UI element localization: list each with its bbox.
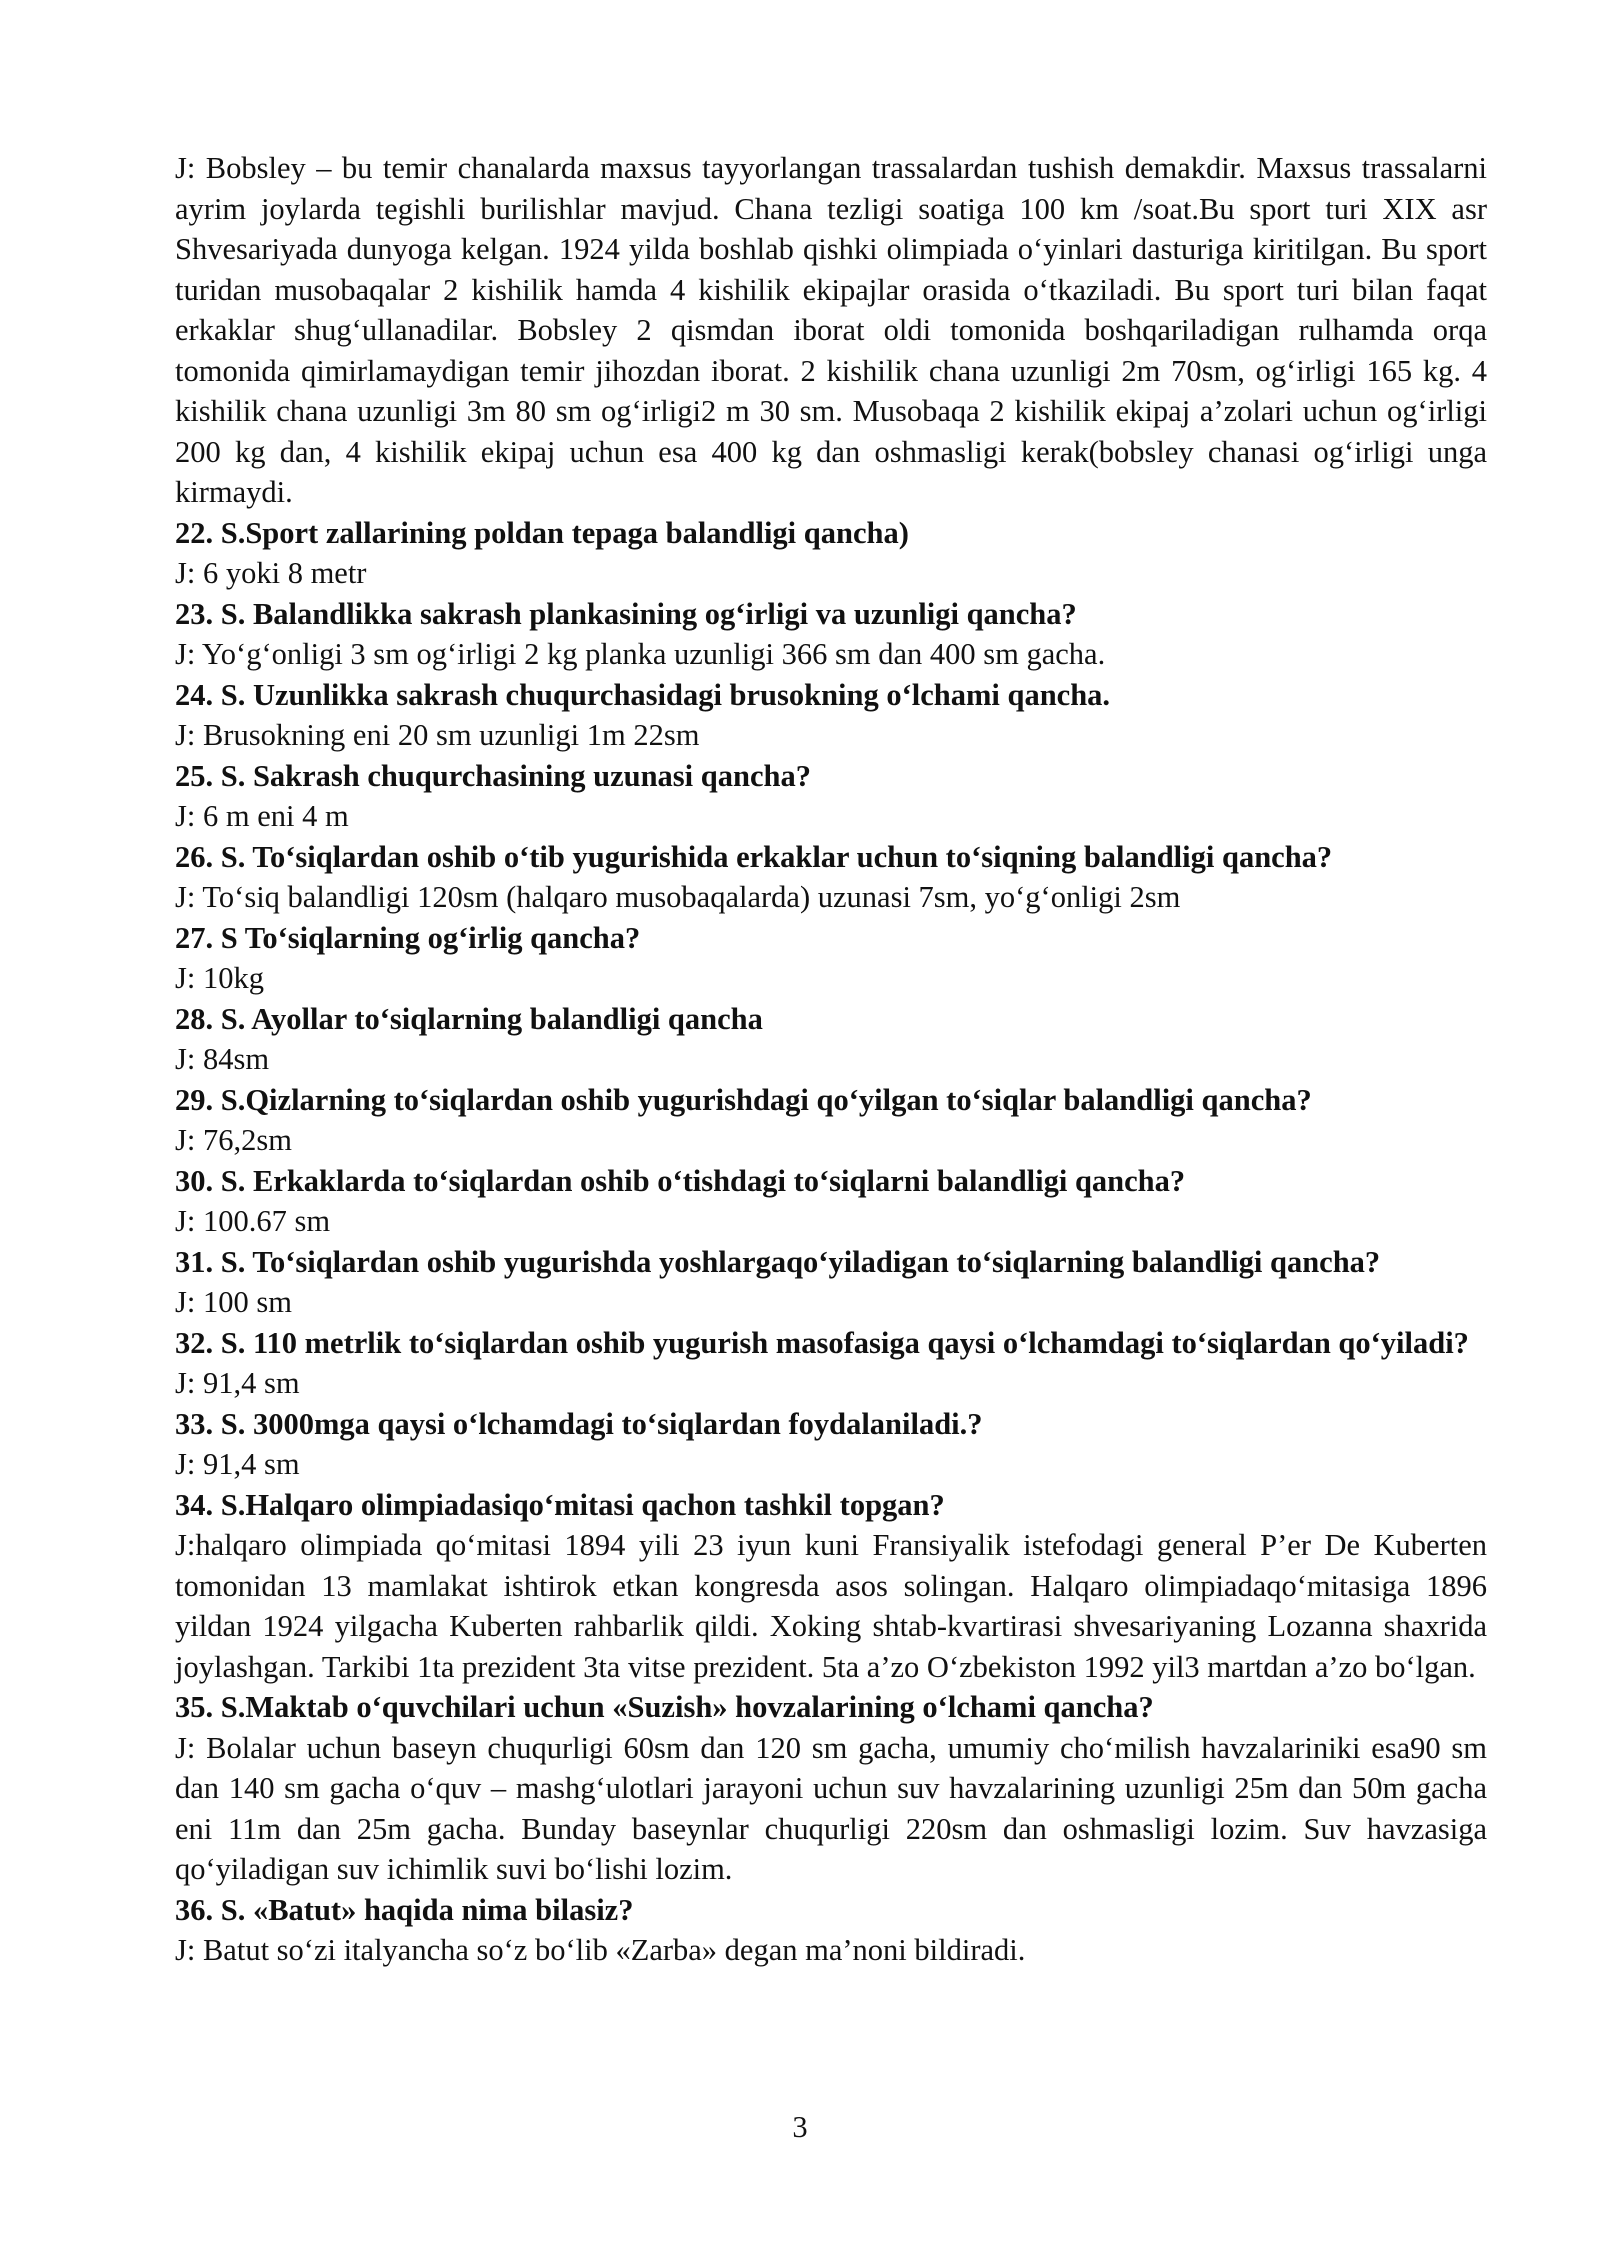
answer-22: J: 6 yoki 8 metr <box>175 556 367 590</box>
answer-30: J: 100.67 sm <box>175 1204 331 1238</box>
question-33: 33. S. 3000mga qaysi o‘lchamdagi to‘siqlardan foydalaniladi.? <box>175 1406 983 1441</box>
answer-27: J: 10kg <box>175 961 264 995</box>
question-36: 36. S. «Batut» haqida nima bilasiz? <box>175 1892 634 1927</box>
answer-25: J: 6 m eni 4 m <box>175 799 349 833</box>
question-31: 31. S. To‘siqlardan oshib yugurishda yoshlargaqo‘yiladigan to‘siqlarning balandligi qancha? <box>175 1244 1381 1279</box>
answer-36: J: Batut so‘zi italyancha so‘z bo‘lib «Zarba» degan ma’noni bildiradi. <box>175 1933 1026 1967</box>
question-29: 29. S.Qizlarning to‘siqlardan oshib yugurishdagi qo‘yilgan to‘siqlar balandligi qancha? <box>175 1082 1312 1117</box>
question-24: 24. S. Uzunlikka sakrash chuqurchasidagi brusokning o‘lchami qancha. <box>175 677 1111 712</box>
answer-32: J: 91,4 sm <box>175 1366 300 1400</box>
question-32: 32. S. 110 metrlik to‘siqlardan oshib yugurish masofasiga qaysi o‘lchamdagi to‘siqlardan qo‘yiladi? <box>175 1325 1469 1360</box>
answer-24: J: Brusokning eni 20 sm uzunligi 1m 22sm <box>175 718 700 752</box>
question-23: 23. S. Balandlikka sakrash plankasining og‘irligi va uzunligi qancha? <box>175 596 1077 631</box>
document-page <box>175 148 1487 1971</box>
question-26: 26. S. To‘siqlardan oshib o‘tib yugurishida erkaklar uchun to‘siqning balandligi qancha? <box>175 839 1333 874</box>
answer-26: J: To‘siq balandligi 120sm (halqaro musobaqalarda) uzunasi 7sm, yo‘g‘onligi 2sm <box>175 880 1181 914</box>
answer-31: J: 100 sm <box>175 1285 292 1319</box>
question-28: 28. S. Ayollar to‘siqlarning balandligi qancha <box>175 1001 763 1036</box>
question-27: 27. S To‘siqlarning og‘irlig qancha? <box>175 920 641 955</box>
page-number: 3 <box>792 2110 808 2144</box>
answer-35: J: Bolalar uchun baseyn chuqurligi 60sm dan 120 sm gacha, umumiy cho‘milish havzalariniki esa90 sm dan 140 sm gacha o‘quv – mashg‘ulotlari jarayoni uchun suv havzalarining uzunligi 25m dan 50m gacha eni 11m dan 25m gacha. Bunday baseynlar chuqurligi 220sm dan oshmasligi lozim. Suv havzasiga qo‘yiladigan suv ichimlik suvi bo‘lishi lozim. <box>175 1730 1487 1886</box>
question-35: 35. S.Maktab o‘quvchilari uchun «Suzish» hovzalarining o‘lchami qancha? <box>175 1690 1154 1724</box>
question-25: 25. S. Sakrash chuqurchasining uzunasi qancha? <box>175 758 811 793</box>
question-34: 34. S.Halqaro olimpiadasiqo‘mitasi qachon tashkil topgan? <box>175 1487 945 1522</box>
answer-28: J: 84sm <box>175 1042 270 1076</box>
question-22: 22. S.Sport zallarining poldan tepaga balandligi qancha) <box>175 515 909 550</box>
intro-answer: J: Bobsley – bu temir chanalarda maxsus tayyorlangan trassalardan tushish demakdir. Maxsus trassalarni ayrim joylarda tegishli burilishlar mavjud. Chana tezligi soatiga 100 km /soat.Bu sport turi XIX asr Shvesariyada dunyoga kelgan. 1924 yilda boshlab qishki olimpiada o‘yinlari dasturiga kiritilgan. Bu sport turidan musobaqalar 2 kishilik hamda 4 kishilik ekipajlar orasida o‘tkaziladi. Bu sport turi bilan faqat erkaklar shug‘ullanadilar. Bobsley 2 qismdan iborat oldi tomonida boshqariladigan rulhamda orqa tomonida qimirlamaydigan temir jihozdan iborat. 2 kishilik chana uzunligi 2m 70sm, og‘irligi 165 kg. 4 kishilik chana uzunligi 3m 80 sm og‘irligi2 m 30 sm. Musobaqa 2 kishilik ekipaj a’zolari uchun og‘irligi 200 kg dan, 4 kishilik ekipaj uchun esa 400 kg dan oshmasligi kerak(bobsley chanasi og‘irligi unga kirmaydi. <box>175 151 1487 509</box>
answer-29: J: 76,2sm <box>175 1123 292 1157</box>
question-30: 30. S. Erkaklarda to‘siqlardan oshib o‘tishdagi to‘siqlarni balandligi qancha? <box>175 1163 1186 1198</box>
answer-33: J: 91,4 sm <box>175 1447 300 1481</box>
answer-34: J:halqaro olimpiada qo‘mitasi 1894 yili 23 iyun kuni Fransiyalik istefodagi general P’er De Kuberten tomonidan 13 mamlakat ishtirok etkan kongresda asos solingan. Halqaro olimpiadaqo‘mitasiga 1896 yildan 1924 yilgacha Kuberten rahbarlik qildi. Xoking shtab-kvartirasi shvesariyaning Lozanna shaxrida joylashgan. Tarkibi 1ta prezident 3ta vitse prezident. 5ta a’zo O‘zbekiston 1992 yil3 martdan a’zo bo‘lgan. <box>175 1528 1487 1684</box>
answer-23: J: Yo‘g‘onligi 3 sm og‘irligi 2 kg planka uzunligi 366 sm dan 400 sm gacha. <box>175 637 1106 671</box>
